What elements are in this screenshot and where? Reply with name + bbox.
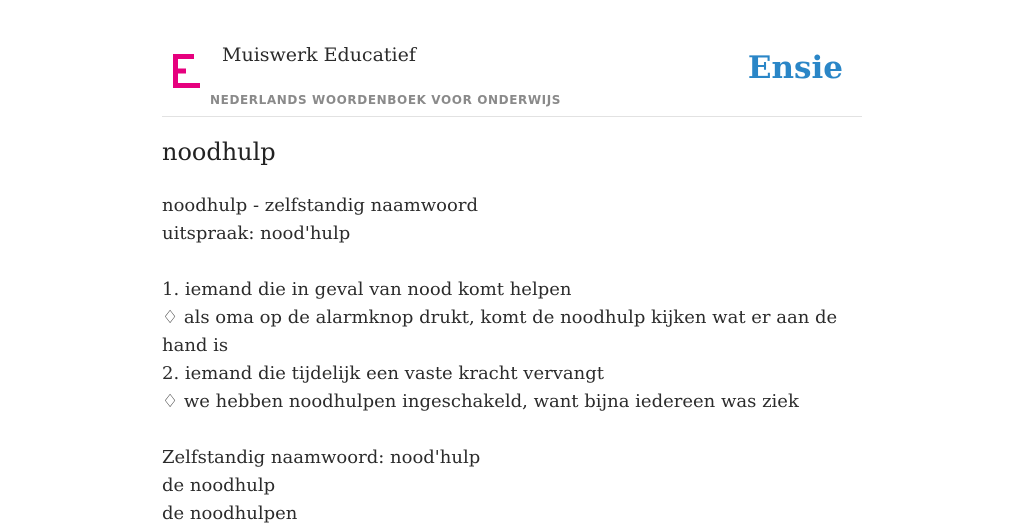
entry-line: noodhulp - zelfstandig naamwoord xyxy=(162,195,478,216)
brand-name[interactable]: Muiswerk Educatief xyxy=(222,44,416,66)
entry-line: de noodhulpen xyxy=(162,503,298,524)
entry-content xyxy=(162,192,852,528)
entry-line: ♢ we hebben noodhulpen ingeschakeld, want bijna iedereen was ziek xyxy=(162,391,799,412)
entry-line: 2. iemand die tijdelijk een vaste kracht vervangt xyxy=(162,363,604,384)
entry-line: ♢ als oma op de alarmknop drukt, komt de noodhulp kijken wat er aan de hand is xyxy=(162,307,838,356)
entry-line: uitspraak: nood'hulp xyxy=(162,223,351,244)
muiswerk-logo-icon[interactable] xyxy=(173,54,200,88)
site-header xyxy=(162,0,862,117)
entry-line xyxy=(162,416,852,444)
entry-line: de noodhulp xyxy=(162,475,276,496)
entry-line: Zelfstandig naamwoord: nood'hulp xyxy=(162,447,481,468)
entry-line: 1. iemand die in geval van nood komt helpen xyxy=(162,279,572,300)
brand-subtitle: NEDERLANDS WOORDENBOEK VOOR ONDERWIJS xyxy=(210,93,562,107)
ensie-link[interactable]: Ensie xyxy=(747,50,843,86)
entry-title: noodhulp xyxy=(162,138,276,166)
entry-line xyxy=(162,248,852,276)
